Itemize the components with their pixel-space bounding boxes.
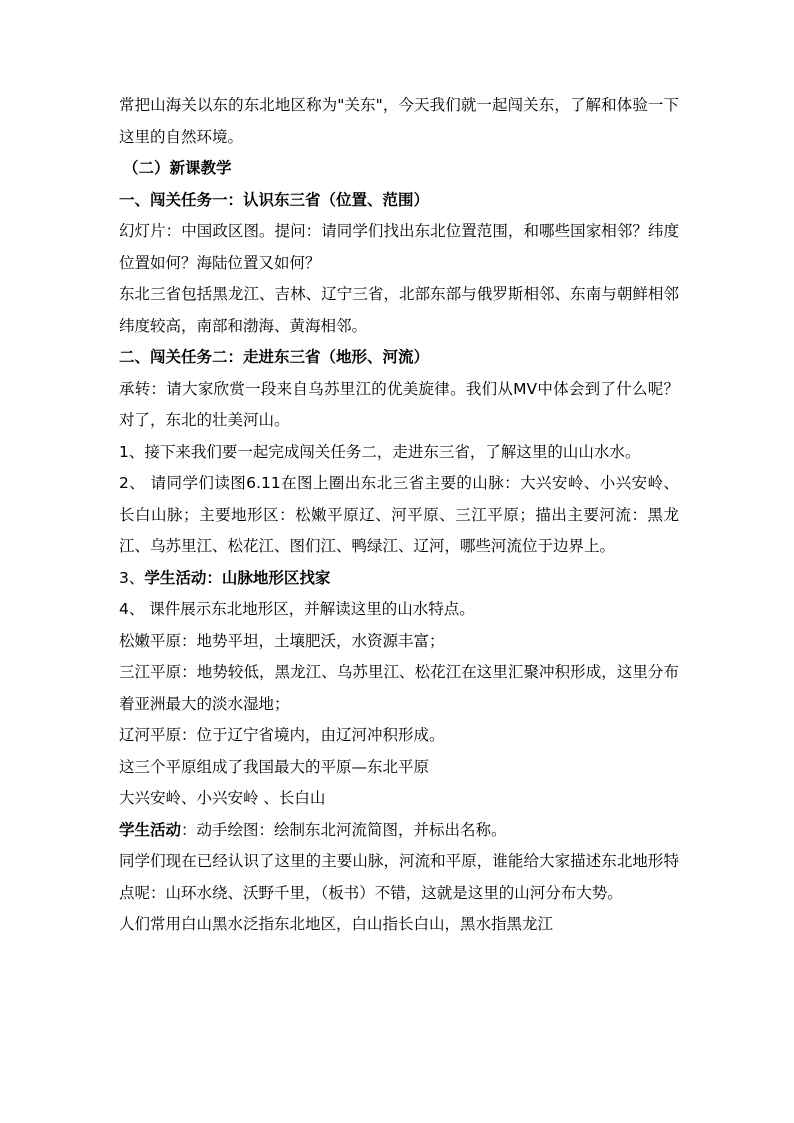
document-body — [119, 90, 679, 941]
terrain-summary-paragraph: 同学们现在已经认识了这里的主要山脉，河流和平原，谁能给大家描述东北地形特点呢：山环水绕、沃野千里，（板书）不错，这就是这里的山河分布大势。 — [119, 852, 679, 902]
intro-paragraph: 常把山海关以东的东北地区称为"关东"，今天我们就一起闯关东，了解和体验一下这里的自然环境。 — [119, 96, 679, 146]
step-two-paragraph: 2、 请同学们读图6.11在图上圈出东北三省主要的山脉：大兴安岭、小兴安岭、长白山脉；主要地形区：松嫩平原辽、河平原、三江平原；描出主要河流：黑龙江、乌苏里江、松花江、图们江、鸭绿江、辽河，哪些河流位于边界上。 — [119, 474, 679, 555]
sanjiang-plain-paragraph: 三江平原：地势较低，黑龙江、乌苏里江、松花江在这里汇聚冲积形成，这里分布着亚洲最大的淡水湿地； — [119, 663, 679, 713]
drawing-activity-paragraph — [119, 815, 679, 847]
slide-question-paragraph: 幻灯片：中国政区图。提问：请同学们找出东北位置范围，和哪些国家相邻？纬度位置如何？海陆位置又如何？ — [119, 222, 679, 272]
drawing-activity-text: ：动手绘图：绘制东北河流简图，并标出名称。 — [181, 820, 507, 839]
liaohe-plain-paragraph: 辽河平原：位于辽宁省境内，由辽河冲积形成。 — [119, 726, 445, 744]
mountains-paragraph: 大兴安岭、小兴安岭 、长白山 — [119, 789, 326, 807]
step-three-number: 3、 — [119, 568, 145, 587]
step-one-paragraph: 1、接下来我们要一起完成闯关任务二，走进东三省，了解这里的山山水水。 — [119, 442, 641, 461]
task-two-heading: 二、闯关任务二：走进东三省（地形、河流） — [119, 348, 430, 366]
step-three-paragraph — [119, 563, 679, 595]
section-heading-new-lesson: （二）新课教学 — [123, 159, 232, 177]
provinces-paragraph: 东北三省包括黑龙江、吉林、辽宁三省，北部东部与俄罗斯相邻、东南与朝鲜相邻 纬度较高，南部和渤海、黄海相邻。 — [119, 285, 679, 335]
drawing-activity-label: 学生活动 — [119, 820, 182, 839]
transition-paragraph: 承转：请大家欣赏一段来自乌苏里江的优美旋律。我们从MV中体会到了什么呢？对了，东北的壮美河山。 — [119, 379, 679, 429]
northeast-plain-paragraph: 这三个平原组成了我国最大的平原—东北平原 — [119, 757, 430, 776]
task-one-heading: 一、闯关任务一：认识东三省（位置、范围） — [119, 190, 430, 209]
step-four-paragraph: 4、 课件展示东北地形区，并解读这里的山水特点。 — [119, 600, 475, 618]
songnen-plain-paragraph: 松嫩平原：地势平坦，土壤肥沃，水资源丰富； — [119, 631, 445, 650]
step-three-activity: 学生活动：山脉地形区找家 — [144, 568, 331, 587]
white-mountain-black-water-paragraph: 人们常用白山黑水泛指东北地区，白山指长白山，黑水指黑龙江 — [119, 915, 554, 933]
